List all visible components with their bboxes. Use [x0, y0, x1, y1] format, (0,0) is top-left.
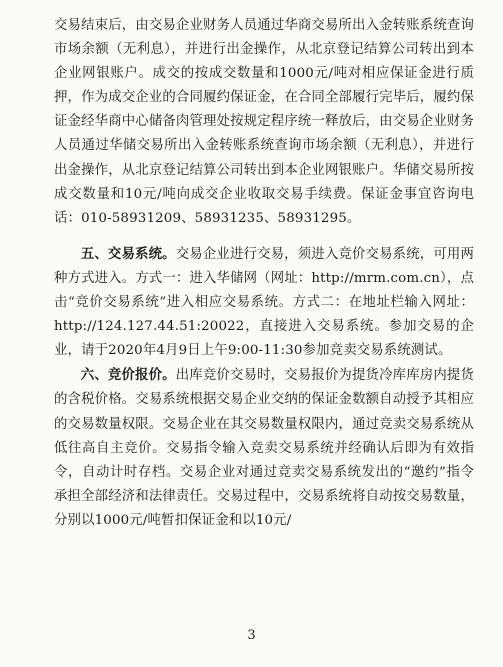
- section-6-body: 出库竞价交易时，交易报价为提货冷库库房内提货的含税价格。交易系统根据交易企业交纳的保证金数额自动授予其相应的交易数量权限。交易企业在其交易数量权限内，通过竞卖交易系统从低往高自主竞价。交易指令输入竞卖交易系统并经确认后即为有效指令，自动计时存档。交易企业对通过竞卖交易系统发出的“邀约”指令承担全部经济和法律责任。交易过程中，交易系统将自动按交易数量，分别以1000元/吨暂扣保证金和以10元/: [54, 368, 474, 528]
- section-6-paragraph: [54, 363, 474, 533]
- section-5-body: 交易企业进行交易，须进入竞价交易系统，可用两种方式进入。方式一：进入华储网（网址：http://mrm.com.cn），点击“竞价交易系统”进入相应交易系统。方式二：在地址栏输入网址：http://124.127.44.51:20022，直接进入交易系统。参加交易的企业，请于2020年4月9日上午9:00-11:30参加竞卖交易系统测试。: [54, 246, 474, 359]
- page-number: 3: [247, 628, 256, 643]
- section-5-paragraph: [54, 242, 474, 363]
- section-5-heading: 五、交易系统。: [80, 245, 176, 262]
- page-content: [54, 14, 474, 533]
- paragraph-continuation: 交易结束后，由交易企业财务人员通过华商交易所出入金转账系统查询市场余额（无利息），并进行出金操作，从北京登记结算公司转出到本企业网银账户。成交的按成交数量和1000元/吨对相应保证金进行质押，作为成交企业的合同履约保证金，在合同全部履行完毕后，履约保证金经华商中心储备肉管理处按规定程序统一释放后，由交易企业财务人员通过华储交易所出入金转账系统查询市场余额（无利息），并进行出金操作，从北京登记结算公司转出到本企业网银账户。华储交易所按成交数量和10元/吨向成交企业收取交易手续费。保证金事宜咨询电话：010-58931209、58931235、58931295。: [54, 18, 474, 226]
- section-6-heading: 六、竞价报价。: [80, 367, 176, 384]
